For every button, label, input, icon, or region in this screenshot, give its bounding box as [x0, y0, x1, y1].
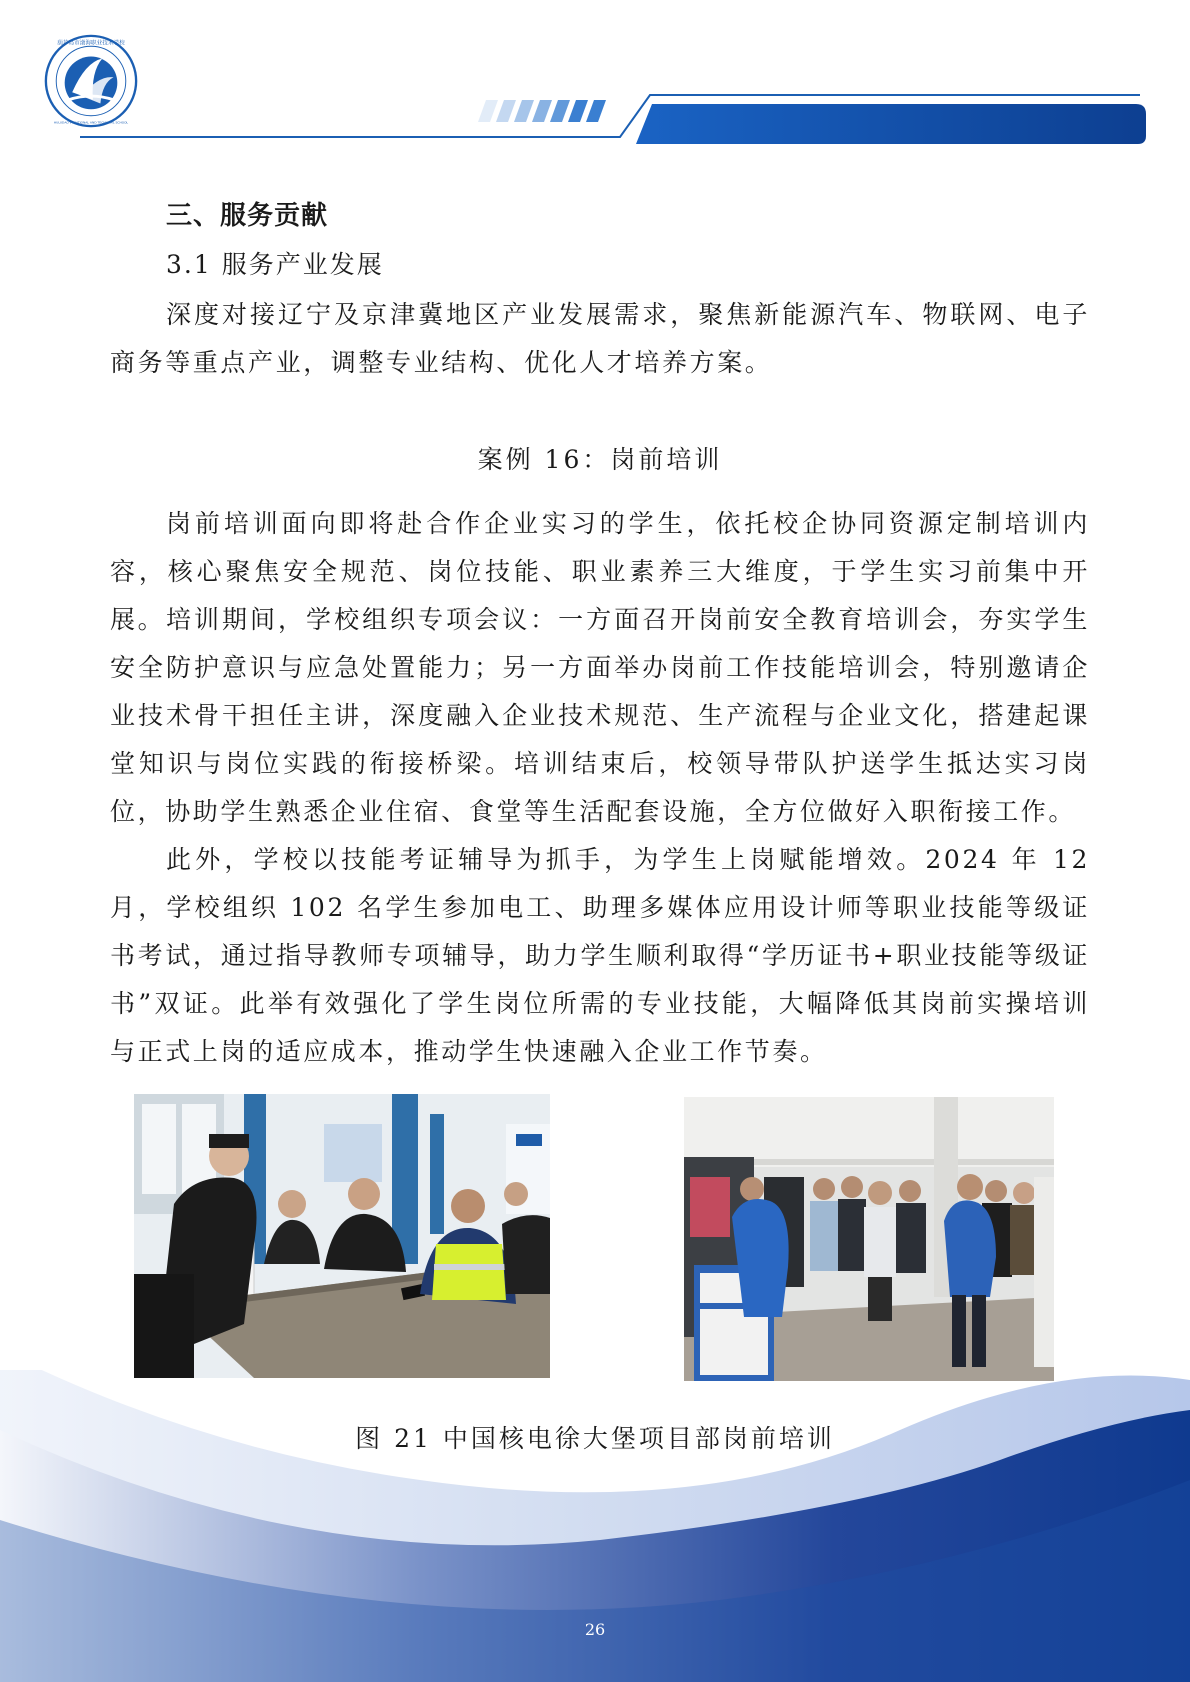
section-subheading: 3.1 服务产业发展: [166, 250, 384, 279]
workshop-training-photo: [684, 1097, 1054, 1381]
classroom-meeting-photo: [134, 1094, 550, 1378]
school-logo-icon: [44, 34, 138, 128]
case-paragraph: 此外，学校以技能考证辅导为抓手，为学生上岗赋能增效。2024 年 12 月，学校组织 102 名学生参加电工、助理多媒体应用设计师等职业技能等级证书考试，通过指导教师专项辅导，助力学生顺利取得“学历证书+职业技能等级证书”双证。此举有效强化了学生岗位所需的专业技能，大幅降低其岗前实操培训与正式上岗的适应成本，推动学生快速融入企业工作节奏。: [110, 845, 1090, 1066]
svg-text:葫芦岛市渤海职业技术学校: 葫芦岛市渤海职业技术学校: [57, 40, 125, 47]
case-title: 案例 16：岗前培训: [477, 445, 723, 474]
figure-caption: 图 21 中国核电徐大堡项目部岗前培训: [355, 1424, 835, 1453]
svg-text:HULUDAO VOCATIONAL AND TECHNIC: HULUDAO VOCATIONAL AND TECHNICAL SCHOOL: [53, 120, 129, 125]
section-heading: 三、服务贡献: [166, 201, 329, 231]
intro-paragraph: 深度对接辽宁及京津冀地区产业发展需求，聚焦新能源汽车、物联网、电子商务等重点产业，调整专业结构、优化人才培养方案。: [110, 300, 1090, 377]
page-number: 26: [584, 1620, 606, 1639]
case-paragraph: 培训期间，学校组织专项会议：一方面召开岗前安全教育培训会，夯实学生安全防护意识与应急处置能力；另一方面举办岗前工作技能培训会，特别邀请企业技术骨干担任主讲，深度融入企业技术规范、生产流程与企业文化，搭建起课堂知识与岗位实践的衔接桥梁。培训结束后，校领导带队护送学生抵达实习岗位，协助学生熟悉企业住宿、食堂等生活配套设施，全方位做好入职衔接工作。: [110, 605, 1090, 826]
page-header: [0, 0, 1190, 160]
case-paragraph: 岗前培训面向即将赴合作企业实习的学生，依托校企协同资源定制培训内容，核心聚焦安全规范、岗位技能、职业素养三大维度，于学生实习前集中开展。: [110, 509, 1090, 634]
header-decoration: [0, 0, 1190, 160]
